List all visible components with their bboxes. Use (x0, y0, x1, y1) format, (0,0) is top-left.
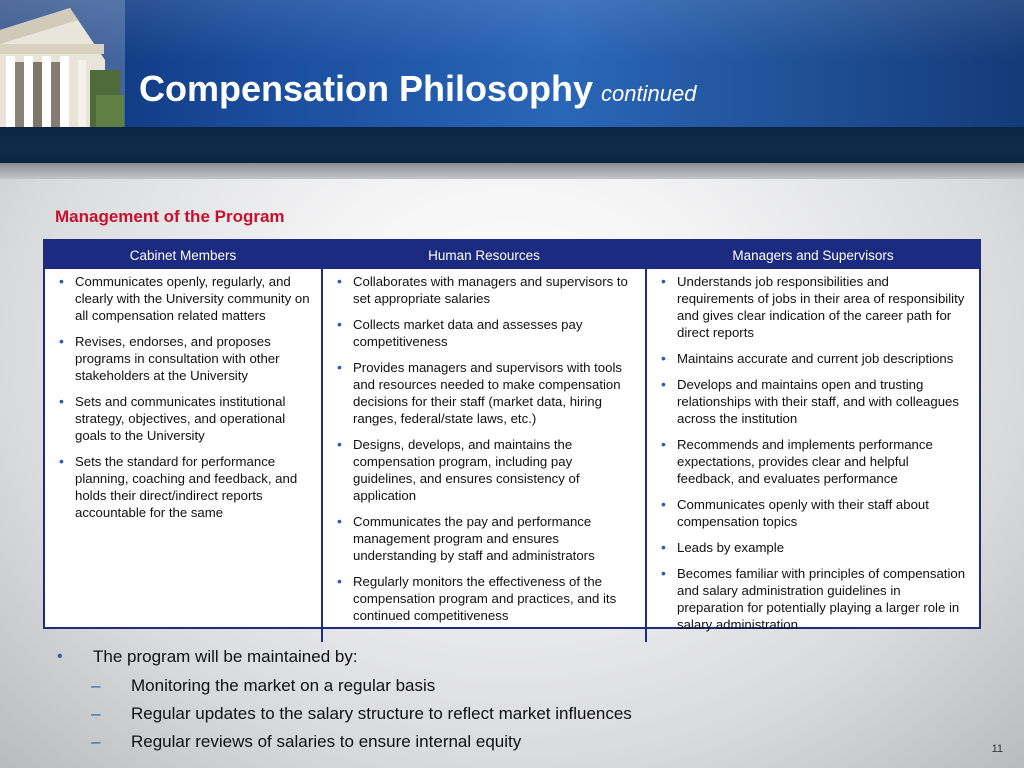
title-banner (0, 0, 1024, 127)
section-heading: Management of the Program (55, 207, 285, 226)
cabinet-list (55, 273, 311, 521)
column-header-hr: Human Resources (321, 241, 645, 269)
maintenance-item-text: Regular reviews of salaries to ensure internal equity (131, 732, 522, 751)
dash-icon: – (91, 676, 101, 695)
list-item: • Recommends and implements performance expectations, provides clear and helpful feedback, and evaluates performance (657, 436, 969, 487)
list-item: • Maintains accurate and current job descriptions (657, 350, 969, 367)
hr-list (333, 273, 635, 624)
list-item: • Sets the standard for performance planning, coaching and feedback, and holds their direct/indirect reports accountable for the same (55, 453, 311, 521)
list-item: • Collects market data and assesses pay competitiveness (333, 316, 635, 350)
list-item: • Understands job responsibilities and requirements of jobs in their area of responsibility and gives clear indication of the career path for direct reports (657, 273, 969, 341)
list-item: • Leads by example (657, 539, 969, 556)
maintenance-item-text: Regular updates to the salary structure to reflect market influences (131, 704, 632, 723)
list-item: • Communicates openly with their staff about compensation topics (657, 496, 969, 530)
dash-icon: – (91, 704, 101, 723)
maintenance-intro-text: The program will be maintained by: (93, 647, 358, 666)
column-hr (321, 269, 645, 642)
list-item: • Designs, develops, and maintains the compensation program, including pay guidelines, and ensures consistency of application (333, 436, 635, 504)
list-item: • Provides managers and supervisors with tools and resources needed to make compensation decisions for their staff (market data, hiring ranges, federal/state laws, etc.) (333, 359, 635, 427)
title-suffix: continued (601, 81, 697, 106)
list-item: • Revises, endorses, and proposes programs in consultation with other stakeholders at the University (55, 333, 311, 384)
maintenance-intro (55, 645, 955, 669)
maintenance-item (55, 674, 955, 698)
bullet-icon: • (57, 648, 63, 665)
column-managers (645, 269, 979, 642)
list-item: • Regularly monitors the effectiveness of the compensation program and practices, and its continued competitiveness (333, 573, 635, 624)
building-image (0, 0, 125, 127)
responsibilities-table (43, 239, 981, 632)
managers-list (657, 273, 969, 633)
list-item: • Develops and maintains open and trusting relationships with their staff, and with colleagues across the institution (657, 376, 969, 427)
page-number: 11 (991, 743, 1003, 755)
slide-title (139, 68, 696, 110)
list-item: • Sets and communicates institutional strategy, objectives, and operational goals to the University (55, 393, 311, 444)
header-divider-band (0, 127, 1024, 163)
column-header-managers: Managers and Supervisors (645, 241, 979, 269)
maintenance-section (55, 645, 955, 758)
column-cabinet (45, 269, 321, 642)
column-header-cabinet: Cabinet Members (45, 241, 321, 269)
dash-icon: – (91, 732, 101, 751)
list-item: • Communicates openly, regularly, and clearly with the University community on all compensation related matters (55, 273, 311, 324)
list-item: • Collaborates with managers and supervisors to set appropriate salaries (333, 273, 635, 307)
maintenance-item-text: Monitoring the market on a regular basis (131, 676, 436, 695)
maintenance-item (55, 702, 955, 726)
list-item: • Becomes familiar with principles of compensation and salary administration guidelines in preparation for potentially playing a larger role in salary administration (657, 565, 969, 633)
title-text: Compensation Philosophy (139, 68, 594, 109)
list-item: • Communicates the pay and performance management program and ensures understanding by staff and administrators (333, 513, 635, 564)
header-shadow-band (0, 163, 1024, 179)
maintenance-item (55, 730, 955, 754)
